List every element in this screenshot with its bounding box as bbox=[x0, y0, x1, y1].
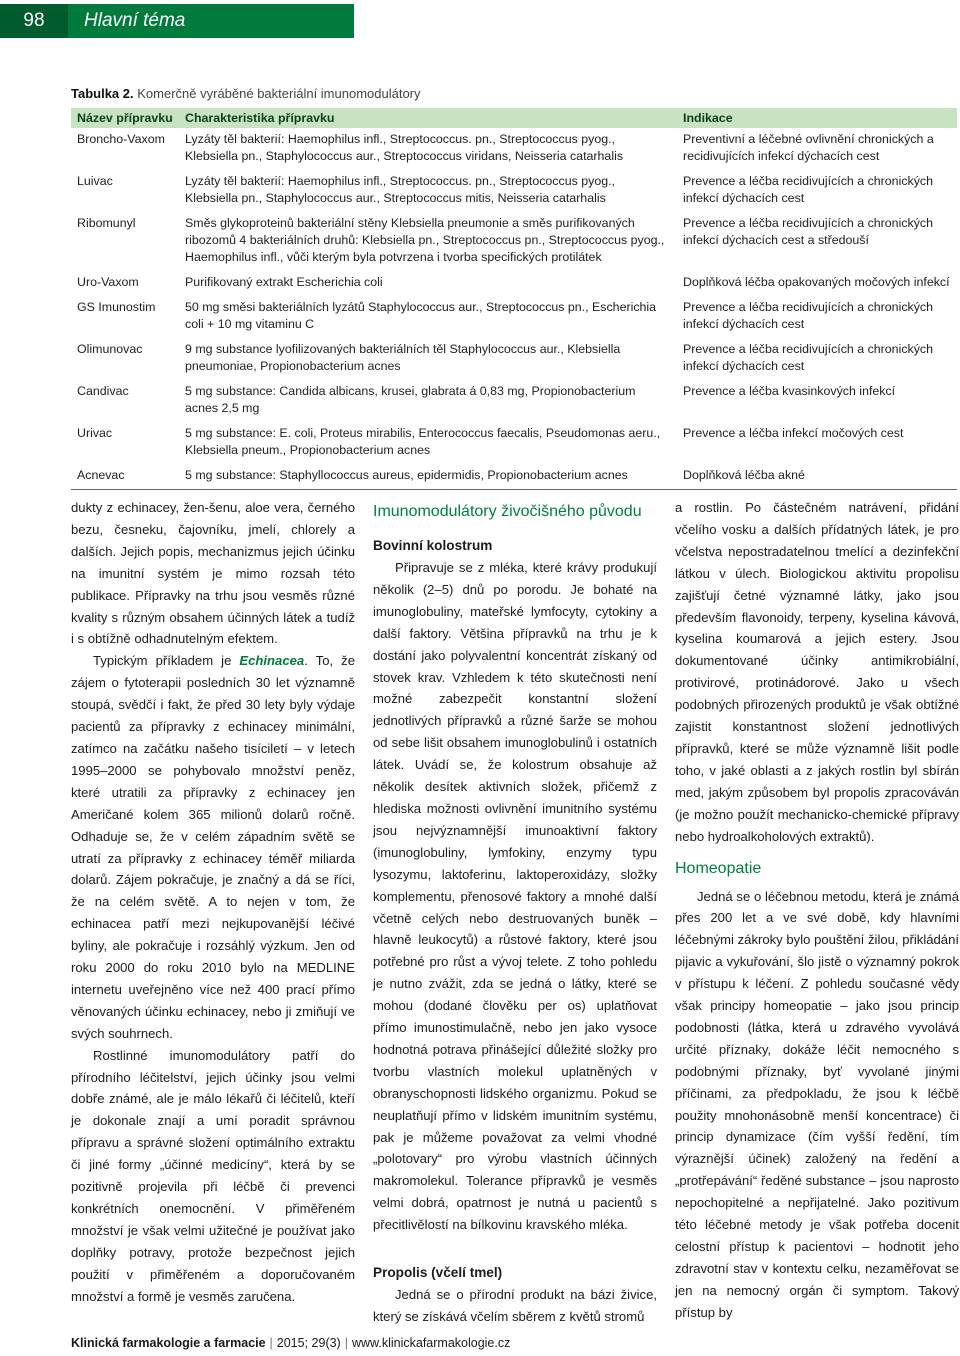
table-row bbox=[71, 212, 957, 271]
table-caption bbox=[71, 86, 421, 101]
product-indication: Prevence a léčba recidivujících a chronických infekcí dýchacích cest bbox=[683, 300, 933, 331]
journal-issue: 2015; 29(3) bbox=[276, 1336, 341, 1350]
product-name: Luivac bbox=[77, 174, 113, 188]
body-paragraph: Jedná se o léčebnou metodu, která je známá přes 200 let a ve své době, kdy hlavními léčebnými zákroky bylo pouštění žilou, přikládání pijavic a vykuřování, šlo jistě o významný pokrok v přístupu k léčení. Z pohledu současné vědy však principy homeopatie – jako jsou princip podobnosti (látka, která u zdravého vyvolává určité příznaky, dokáže léčit nemocného s podobnými příznaky, byť vyvolané jinými příčinami, za předpokladu, že jsou k léčbě použity mnohonásobně menší koncentrace) či princip dynamizace (čím vyšší ředění, tím výraznější účinek) založený na ředění a „protřepávání“ ředěné substance – jsou naprosto nepochopitelné a nepřijatelné. Jako pozitivum této léčebné metody je však potřeba docenit celostní přístup k pacientovi – hodnotit jeho zdravotní stav v kontextu celku, nezaměřovat se jen na nemocný orgán či symptom. Takový přístup by bbox=[675, 888, 959, 1320]
section-header-bar bbox=[0, 4, 354, 38]
body-paragraph: Jedná se o přírodní produkt na bázi živice, který se získává včelím sběrem z květů stromů bbox=[373, 1287, 657, 1324]
product-indication: Prevence a léčba recidivujících a chronických infekcí dýchacích cest bbox=[683, 342, 933, 373]
product-description: 50 mg směsi bakteriálních lyzátů Staphylococcus aur., Streptococcus pn., Escherichia coli + 10 mg vitaminu C bbox=[185, 300, 657, 331]
table-caption-text: Komerčně vyráběné bakteriální imunomodulátory bbox=[137, 86, 421, 101]
product-indication: Preventivní a léčebné ovlivnění chronických a recidivujících infekcí dýchacích cest bbox=[683, 132, 934, 163]
column-header-name: Název přípravku bbox=[71, 108, 179, 128]
product-name: GS Imunostim bbox=[77, 300, 156, 314]
table-label: Tabulka 2. bbox=[71, 86, 134, 101]
product-indication: Doplňková léčba opakovaných močových infekcí bbox=[683, 275, 950, 289]
paragraph-intro: Typickým příkladem je bbox=[93, 653, 240, 669]
product-description: 5 mg substance: Candida albicans, krusei, glabrata á 0,83 mg, Propionobacterium acnes 2,5 mg bbox=[185, 384, 636, 415]
product-indication: Doplňková léčba akné bbox=[677, 464, 957, 490]
section-title: Hlavní téma bbox=[84, 10, 186, 31]
table-row bbox=[71, 380, 957, 422]
page-number: 98 bbox=[0, 4, 68, 38]
body-paragraph: a rostlin. Po částečném natrávení, přidání včelího vosku a dalších přídatných látek, je pro včelstva nepostradatelnou tmelící a dezinfekční látkou v úlech. Biologickou aktivitu propolisu zajišťují četné významné látky, jako jsou především flavonoidy, terpeny, kyselina kávová, kyselina koumarová a jejich estery. Jsou dokumentované účinky antimikrobiální, protivirové, protinádorové. Jako u všech podobných přirozených produktů je však obtížné zajistit konstantnost složení jednotlivých přípravků, které se může významně lišit podle toho, v jaké oblasti a z jakých rostlin byl sbírán med, jakým způsobem byl propolis zpracováván (je možno použít mechanicko-chemické přípravy nebo hydroalkoholových extraktů). bbox=[675, 500, 959, 844]
product-description: Směs glykoproteinů bakteriální stěny Klebsiella pneumonie a směs purifikovaných ribozomů 4 bakteriálních druhů: Klebsiella pn., Streptococcus pn., Streptococcus pyog., Haemophilus infl., vůči kterým byla potvrzena i tvorba specifických protilátek bbox=[185, 216, 665, 264]
article-column-2 bbox=[373, 497, 657, 1328]
product-description: 5 mg substance: E. coli, Proteus mirabilis, Enterococcus faecalis, Pseudomonas aeru., Klebsiella pneum., Propionobacterium acnes bbox=[185, 426, 661, 457]
column-header-indication: Indikace bbox=[677, 108, 957, 128]
journal-url[interactable]: www.klinickafarmakologie.cz bbox=[351, 1336, 511, 1350]
section-heading: Imunomodulátory živočišného původu bbox=[373, 503, 642, 520]
product-description: Lyzáty těl bakterií: Haemophilus infl., Streptococcus. pn., Streptococcus pyog., Klebsiella pn., Staphylococcus aur., Streptococcus viridans, Neisseria catarhalis bbox=[185, 132, 624, 163]
table-row bbox=[71, 464, 957, 490]
table-row bbox=[71, 170, 957, 212]
product-name: Olimunovac bbox=[77, 342, 143, 356]
product-indication: Prevence a léčba infekcí močových cest bbox=[683, 426, 904, 440]
table-header-row bbox=[71, 108, 957, 128]
product-description: Purifikovaný extrakt Escherichia coli bbox=[185, 275, 383, 289]
product-name: Broncho-Vaxom bbox=[77, 132, 165, 146]
table-row bbox=[71, 128, 957, 170]
article-column-1 bbox=[71, 497, 355, 1308]
product-name: Uro-Vaxom bbox=[77, 275, 139, 289]
footer-separator: | bbox=[269, 1336, 273, 1350]
product-name: Acnevac bbox=[71, 464, 179, 490]
product-name: Candivac bbox=[77, 384, 129, 398]
paragraph-rest: . To, že zájem o fytoterapii posledních 30 let významně stoupá, svědčí i fakt, že před 30 lety byly výdaje pacientů za přípravky z echinacey minimální, zatímco na začátku našeho tisíciletí – v letech 1995–2000 se pohybovalo množství peněz, které utratili za přípravky z echinacey jen Američané kolem 365 milionů dolarů ročně. Odhaduje se, že v celém západním světě se utratí za přípravky z echinacey téměř miliarda dolarů. Zájem pokračuje, je značný a dá se říci, že na celém světě. A to nejen v tom, že echinacea patří mezi nejkupovanější léčivé byliny, ale pokračuje i rozsáhlý výzkum. Jen od roku 2000 do roku 2010 bylo na MEDLINE internetu uveřejněno více než 400 prací přímo věnovaných účinku echinacey, nebo ji zmiňují ve svých souhrnech. bbox=[71, 653, 355, 1041]
immunomodulator-table bbox=[71, 108, 957, 490]
subsection-heading: Bovinní kolostrum bbox=[373, 538, 493, 553]
body-paragraph: Připravuje se z mléka, které krávy produkují několik (2–5) dnů po porodu. Je bohaté na imunoglobuliny, mateřské lymfocyty, cytokiny a další faktory. Většina přípravků na trhu je k dostání jako polyvalentní koncentrát získaný od stovek krav. Vzhledem k této skutečnosti není možné zabezpečit konstantní složení jednotlivých přípravků a různé šarže se mohou od sebe lišit obsahem imunoglobulinů i ostatních látek. Uvádí se, že kolostrum obsahuje až několik desítek aktivních složek, přičemž z hlediska možnosti ovlivnění imunitního systému jsou nejvýznamnější imunoaktivní faktory (imunoglobuliny, lymfokiny, enzymy typu lysozymu, laktoferinu, laktoperoxidázy, složky komplementu, přenosové faktory a mnohé další včetně celých nebo destruovaných buněk – hlavně leukocytů) a růstové faktory, které jsou potřebné pro růst a vývoj telete. Z toho pohledu je nutno zvážit, zda se jedná o látky, které se mohou (dodané člověku per os) uplatňovat přímo imunostimulačně, nebo jen jako vysoce hodnotná potrava přinášející důležité složky pro tvorbu vlastních molekul uplatněných v obranyschopnosti lidského organizmu. Pokud se neuplatňují přímo v lidském imunitním systému, pak je můžeme považovat za velmi vhodné „polotovary“ pro výrobu vlastních účinných makromolekul. Tolerance přípravků je vesměs velmi dobrá, opatrnost je nutná u pacientů s přecitlivělostí na bílkovinu kravského mléka. bbox=[373, 560, 657, 1233]
section-heading: Homeopatie bbox=[675, 859, 762, 877]
journal-name: Klinická farmakologie a farmacie bbox=[71, 1336, 266, 1350]
product-indication: Prevence a léčba recidivujících a chronických infekcí dýchacích cest bbox=[683, 174, 933, 205]
highlighted-term: Echinacea bbox=[239, 653, 305, 669]
product-name: Ribomunyl bbox=[77, 216, 136, 230]
body-paragraph: dukty z echinacey, žen-šenu, aloe vera, černého bezu, česneku, čajovníku, jmelí, chlorely a dalších. Jejich popis, mechanizmus jejich účinku na imunitní systém je mimo rozsah této publikace. Přípravky na trhu jsou vesměs různé kvality s různým obsahem účinných látek a tudíž i s obtížně odhadnutelným efektem. bbox=[71, 500, 355, 647]
product-name: Urivac bbox=[77, 426, 113, 440]
product-description: Lyzáty těl bakterií: Haemophilus infl., Streptococcus. pn., Streptococcus pyog., Klebsiella pn., Staphylococcus aur., Streptococcus mitis, Neisseria catarhalis bbox=[185, 174, 615, 205]
table-row bbox=[71, 338, 957, 380]
table-row bbox=[71, 271, 957, 296]
product-indication: Prevence a léčba kvasinkových infekcí bbox=[683, 384, 896, 398]
product-indication: Prevence a léčba recidivujících a chronických infekcí dýchacích cest a středouší bbox=[683, 216, 933, 247]
product-description: 9 mg substance lyofilizovaných bakteriálních těl Staphylococcus aur., Klebsiella pneumoniae, Propionobacterium acnes bbox=[185, 342, 621, 373]
page-footer bbox=[71, 1336, 510, 1350]
subsection-heading: Propolis (včelí tmel) bbox=[373, 1265, 503, 1281]
body-paragraph bbox=[71, 650, 355, 1044]
column-header-characteristics: Charakteristika přípravku bbox=[179, 108, 677, 128]
table-row bbox=[71, 296, 957, 338]
product-description: 5 mg substance: Staphyllococcus aureus, epidermidis, Propionobacterium acnes bbox=[179, 464, 677, 490]
body-paragraph: Rostlinné imunomodulátory patří do přírodního léčitelství, jejich účinky jsou velmi dobře známé, ale je málo lékařů či léčitelů, kteří je dokonale znají a umí poradit správnou přípravu a správné složení optimálního extraktu či jiné formy „účinné medicíny“, která by se pozitivně projevila při léčbě či prevenci konkrétních onemocnění. V přiměřeném množství je však velmi užitečné je používat jako doplňky potravy, protože bezpečnost jejich použití v přiměřeném a doporučovaném množství a formě je vesměs zaručena. bbox=[71, 1047, 355, 1304]
article-column-3 bbox=[675, 497, 959, 1324]
table-row bbox=[71, 422, 957, 464]
footer-separator: | bbox=[344, 1336, 348, 1350]
